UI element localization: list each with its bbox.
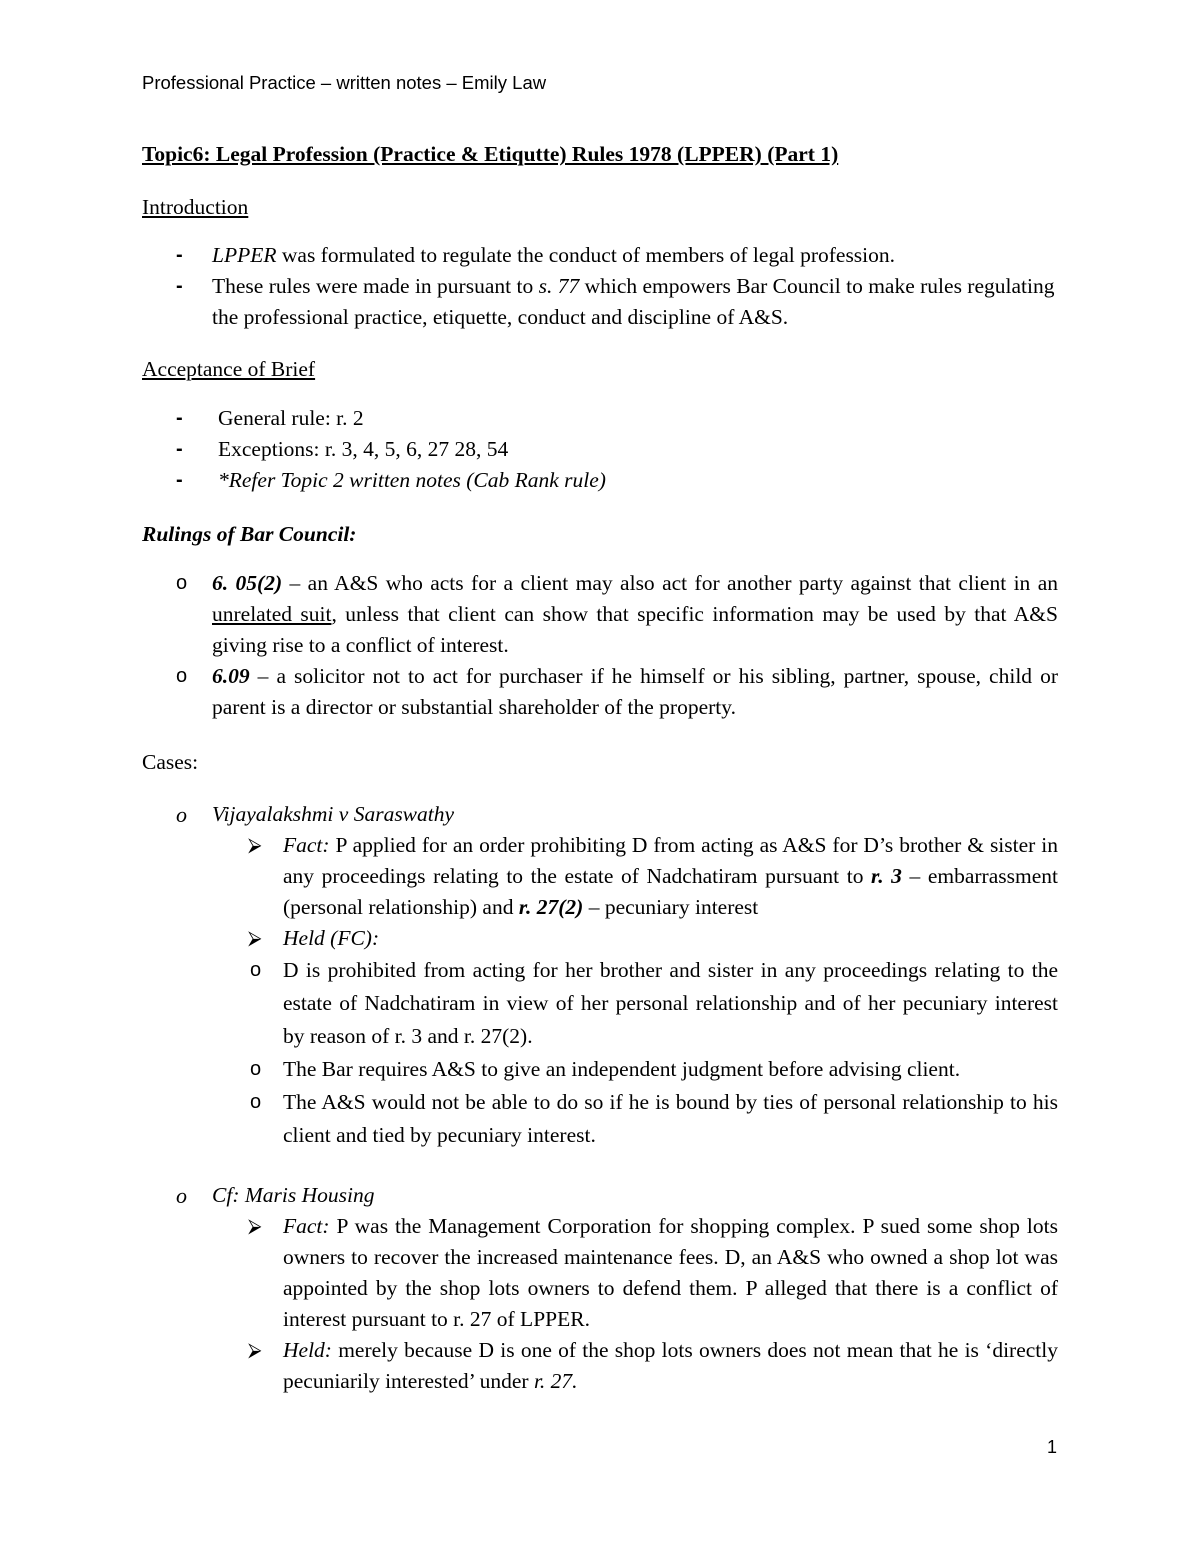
held-point: o The A&S would not be able to do so if he is bound by ties of personal relationship to his client and tied by pecuniary interest. [142,1086,1058,1152]
section-heading-introduction: Introduction [142,195,249,219]
list-item: - *Refer Topic 2 written notes (Cab Rank rule) [142,465,1062,496]
circle-bullet-icon: o [176,665,188,687]
held-point: o The Bar requires A&S to give an independent judgment before advising client. [142,1053,1058,1086]
circle-bullet-icon: o [250,1091,262,1113]
document-title: Topic6: Legal Profession (Practice & Etiqutte) Rules 1978 (LPPER) (Part 1) [142,142,839,166]
dash-bullet-icon: - [176,407,183,429]
arrow-bullet-icon: ⮚ [248,834,262,856]
circle-bullet-icon: o [250,959,262,981]
arrow-bullet-icon: ⮚ [248,1339,262,1361]
page-number: 1 [1047,1437,1058,1457]
case-2 [142,1180,1058,1397]
case-fact: ⮚ Fact: P was the Management Corporation for shopping complex. P sued some shop lots owners to recover the increased maintenance fees. D, an A&S who owned a shop lot was appointed by the shop lots owners to defend them. P alleged that there is a conflict of interest pursuant to r. 27 of LPPER. [142,1211,1058,1335]
circle-bullet-icon: o [176,1183,187,1208]
circle-bullet-icon: o [250,1058,262,1080]
arrow-bullet-icon: ⮚ [248,1215,262,1237]
page-header: Professional Practice – written notes – Emily Law [142,72,547,93]
dash-bullet-icon: - [176,469,183,491]
circle-bullet-icon: o [176,802,187,827]
introduction-list [142,240,1062,333]
list-item: - Exceptions: r. 3, 4, 5, 6, 27 28, 54 [142,434,1062,465]
case-fact: ⮚ Fact: P applied for an order prohibiting D from acting as A&S for D’s brother & sister in any proceedings relating to the estate of Nadchatiram pursuant to r. 3 – embarrassment (personal relationship) and r. 27(2) – pecuniary interest [142,830,1058,923]
list-item: o 6. 05(2) – an A&S who acts for a client may also act for another party against that client in an unrelated suit, unless that client can show that specific information may be used by that A&S giving rise to a conflict of interest. [142,568,1058,661]
section-heading-rulings: Rulings of Bar Council: [142,522,357,546]
dash-bullet-icon: - [176,275,183,297]
case-1 [142,799,1058,1152]
dash-bullet-icon: - [176,438,183,460]
list-item: - General rule: r. 2 [142,403,1062,434]
circle-bullet-icon: o [176,572,188,594]
list-item: o 6.09 – a solicitor not to act for purchaser if he himself or his sibling, partner, spouse, child or parent is a director or substantial shareholder of the property. [142,661,1058,723]
section-heading-cases: Cases: [142,750,199,774]
case-name: o Vijayalakshmi v Saraswathy [142,799,1058,830]
case-held: ⮚ Held (FC): [142,923,1058,954]
rulings-list [142,568,1058,723]
acceptance-list [142,403,1062,496]
list-item: - LPPER was formulated to regulate the conduct of members of legal profession. [142,240,1062,271]
case-held: ⮚ Held: merely because D is one of the shop lots owners does not mean that he is ‘directly pecuniarily interested’ under r. 27. [142,1335,1058,1397]
arrow-bullet-icon: ⮚ [248,927,262,949]
list-item: - These rules were made in pursuant to s. 77 which empowers Bar Council to make rules regulating the professional practice, etiquette, conduct and discipline of A&S. [142,271,1062,333]
held-point: o D is prohibited from acting for her brother and sister in any proceedings relating to the estate of Nadchatiram in view of her personal relationship and of her pecuniary interest by reason of r. 3 and r. 27(2). [142,954,1058,1053]
dash-bullet-icon: - [176,244,183,266]
section-heading-acceptance: Acceptance of Brief [142,357,316,381]
case-name: o Cf: Maris Housing [142,1180,1058,1211]
